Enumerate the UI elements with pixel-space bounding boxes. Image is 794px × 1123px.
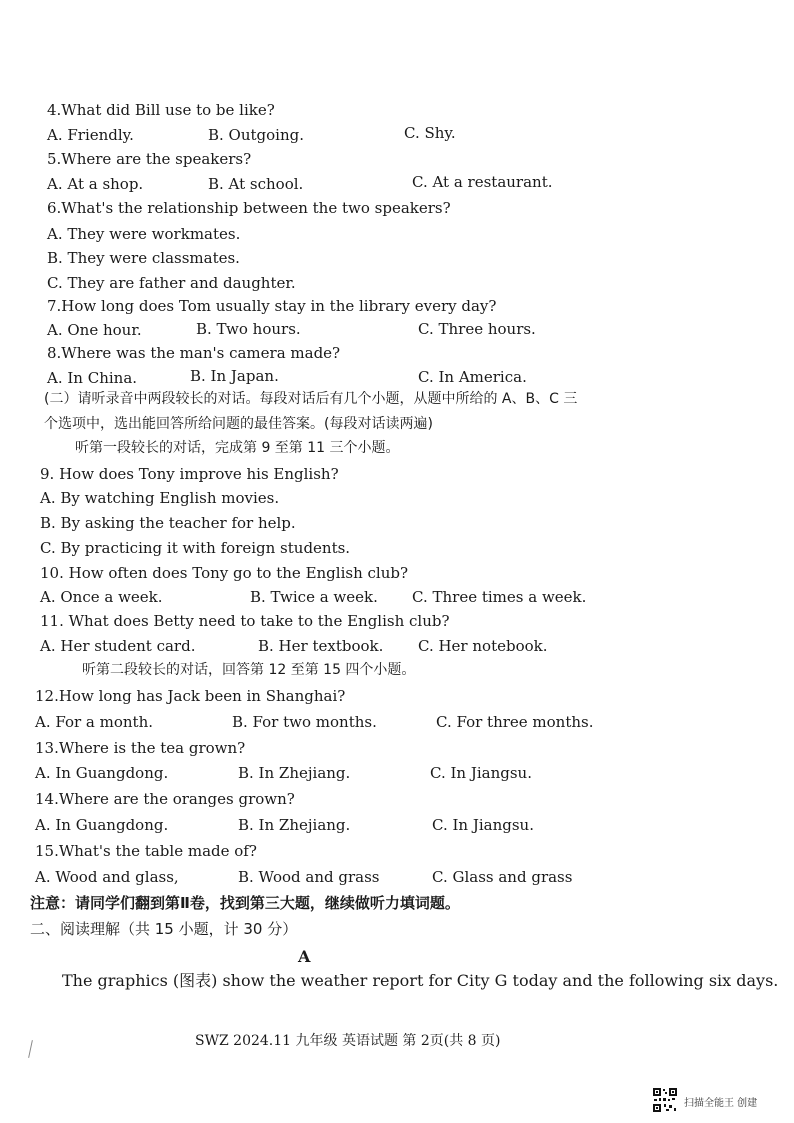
question-11-option-a: A. Her student card.: [40, 637, 196, 655]
question-15-stem: 15.What's the table made of?: [35, 842, 257, 860]
question-12-option-c: C. For three months.: [436, 713, 594, 731]
question-4-option-c: C. Shy.: [404, 124, 456, 142]
question-13-option-b: B. In Zhejiang.: [238, 764, 351, 782]
question-6-option-b: B. They were classmates.: [47, 249, 240, 267]
question-4-option-b: B. Outgoing.: [208, 126, 305, 144]
qr-code-icon: [652, 1087, 678, 1113]
question-9-stem: 9. How does Tony improve his English?: [40, 465, 339, 483]
question-10-option-c: C. Three times a week.: [412, 588, 587, 606]
question-14-stem: 14.Where are the oranges grown?: [35, 790, 295, 808]
question-9-option-a: A. By watching English movies.: [40, 489, 280, 507]
question-9-option-b: B. By asking the teacher for help.: [40, 514, 296, 532]
question-15-option-c: C. Glass and grass: [432, 868, 573, 886]
question-13-option-a: A. In Guangdong.: [35, 764, 169, 782]
question-4-option-a: A. Friendly.: [47, 126, 134, 144]
dialog-1-instruction: 听第一段较长的对话，完成第 9 至第 11 三个小题。: [75, 440, 400, 456]
notice-text: 注意：请同学们翻到第Ⅱ卷，找到第三大题，继续做听力填词题。: [30, 894, 460, 912]
question-14-option-c: C. In Jiangsu.: [432, 816, 534, 834]
question-15-option-a: A. Wood and glass,: [35, 868, 179, 886]
reading-part-label: A: [298, 947, 311, 966]
question-7-option-b: B. Two hours.: [196, 320, 301, 338]
question-5-stem: 5.Where are the speakers?: [47, 150, 252, 168]
question-8-option-c: C. In America.: [418, 368, 527, 386]
question-5-option-a: A. At a shop.: [47, 175, 144, 193]
question-8-stem: 8.Where was the man's camera made?: [47, 344, 341, 362]
scan-artifact-mark: [28, 1040, 33, 1058]
reading-intro: The graphics (图表) show the weather report for City G today and the following six days.: [62, 971, 779, 990]
question-13-option-c: C. In Jiangsu.: [430, 764, 532, 782]
question-5-option-c: C. At a restaurant.: [412, 173, 553, 191]
question-5-option-b: B. At school.: [208, 175, 304, 193]
question-11-stem: 11. What does Betty need to take to the English club?: [40, 612, 450, 630]
question-15-option-b: B. Wood and grass: [238, 868, 380, 886]
question-7-stem: 7.How long does Tom usually stay in the library every day?: [47, 297, 497, 315]
question-4-stem: 4.What did Bill use to be like?: [47, 101, 275, 119]
question-14-option-a: A. In Guangdong.: [35, 816, 169, 834]
question-6-option-c: C. They are father and daughter.: [47, 274, 296, 292]
page-footer: SWZ 2024.11 九年级 英语试题 第 2页(共 8 页): [195, 1033, 501, 1049]
question-8-option-b: B. In Japan.: [190, 367, 279, 385]
question-7-option-a: A. One hour.: [47, 321, 142, 339]
question-12-option-a: A. For a month.: [35, 713, 154, 731]
question-9-option-c: C. By practicing it with foreign students.: [40, 539, 351, 557]
dialog-2-instruction: 听第二段较长的对话，回答第 12 至第 15 四个小题。: [82, 662, 416, 678]
section-instructions-line-1: (二）请听录音中两段较长的对话。每段对话后有几个小题，从题中所给的 A、B、C 三: [44, 391, 578, 407]
question-11-option-c: C. Her notebook.: [418, 637, 548, 655]
question-14-option-b: B. In Zhejiang.: [238, 816, 351, 834]
question-11-option-b: B. Her textbook.: [258, 637, 384, 655]
question-12-option-b: B. For two months.: [232, 713, 377, 731]
question-10-option-b: B. Twice a week.: [250, 588, 378, 606]
question-8-option-a: A. In China.: [47, 369, 138, 387]
scanner-watermark: 扫描全能王 创建: [684, 1098, 758, 1109]
question-13-stem: 13.Where is the tea grown?: [35, 739, 246, 757]
question-6-stem: 6.What's the relationship between the two speakers?: [47, 199, 451, 217]
section-instructions-line-2: 个选项中，选出能回答所给问题的最佳答案。(每段对话读两遍): [44, 416, 433, 432]
question-10-stem: 10. How often does Tony go to the English club?: [40, 564, 409, 582]
question-12-stem: 12.How long has Jack been in Shanghai?: [35, 687, 346, 705]
question-6-option-a: A. They were workmates.: [47, 225, 241, 243]
question-10-option-a: A. Once a week.: [40, 588, 163, 606]
reading-section-heading: 二、阅读理解（共 15 小题，计 30 分）: [30, 920, 298, 938]
question-7-option-c: C. Three hours.: [418, 320, 536, 338]
